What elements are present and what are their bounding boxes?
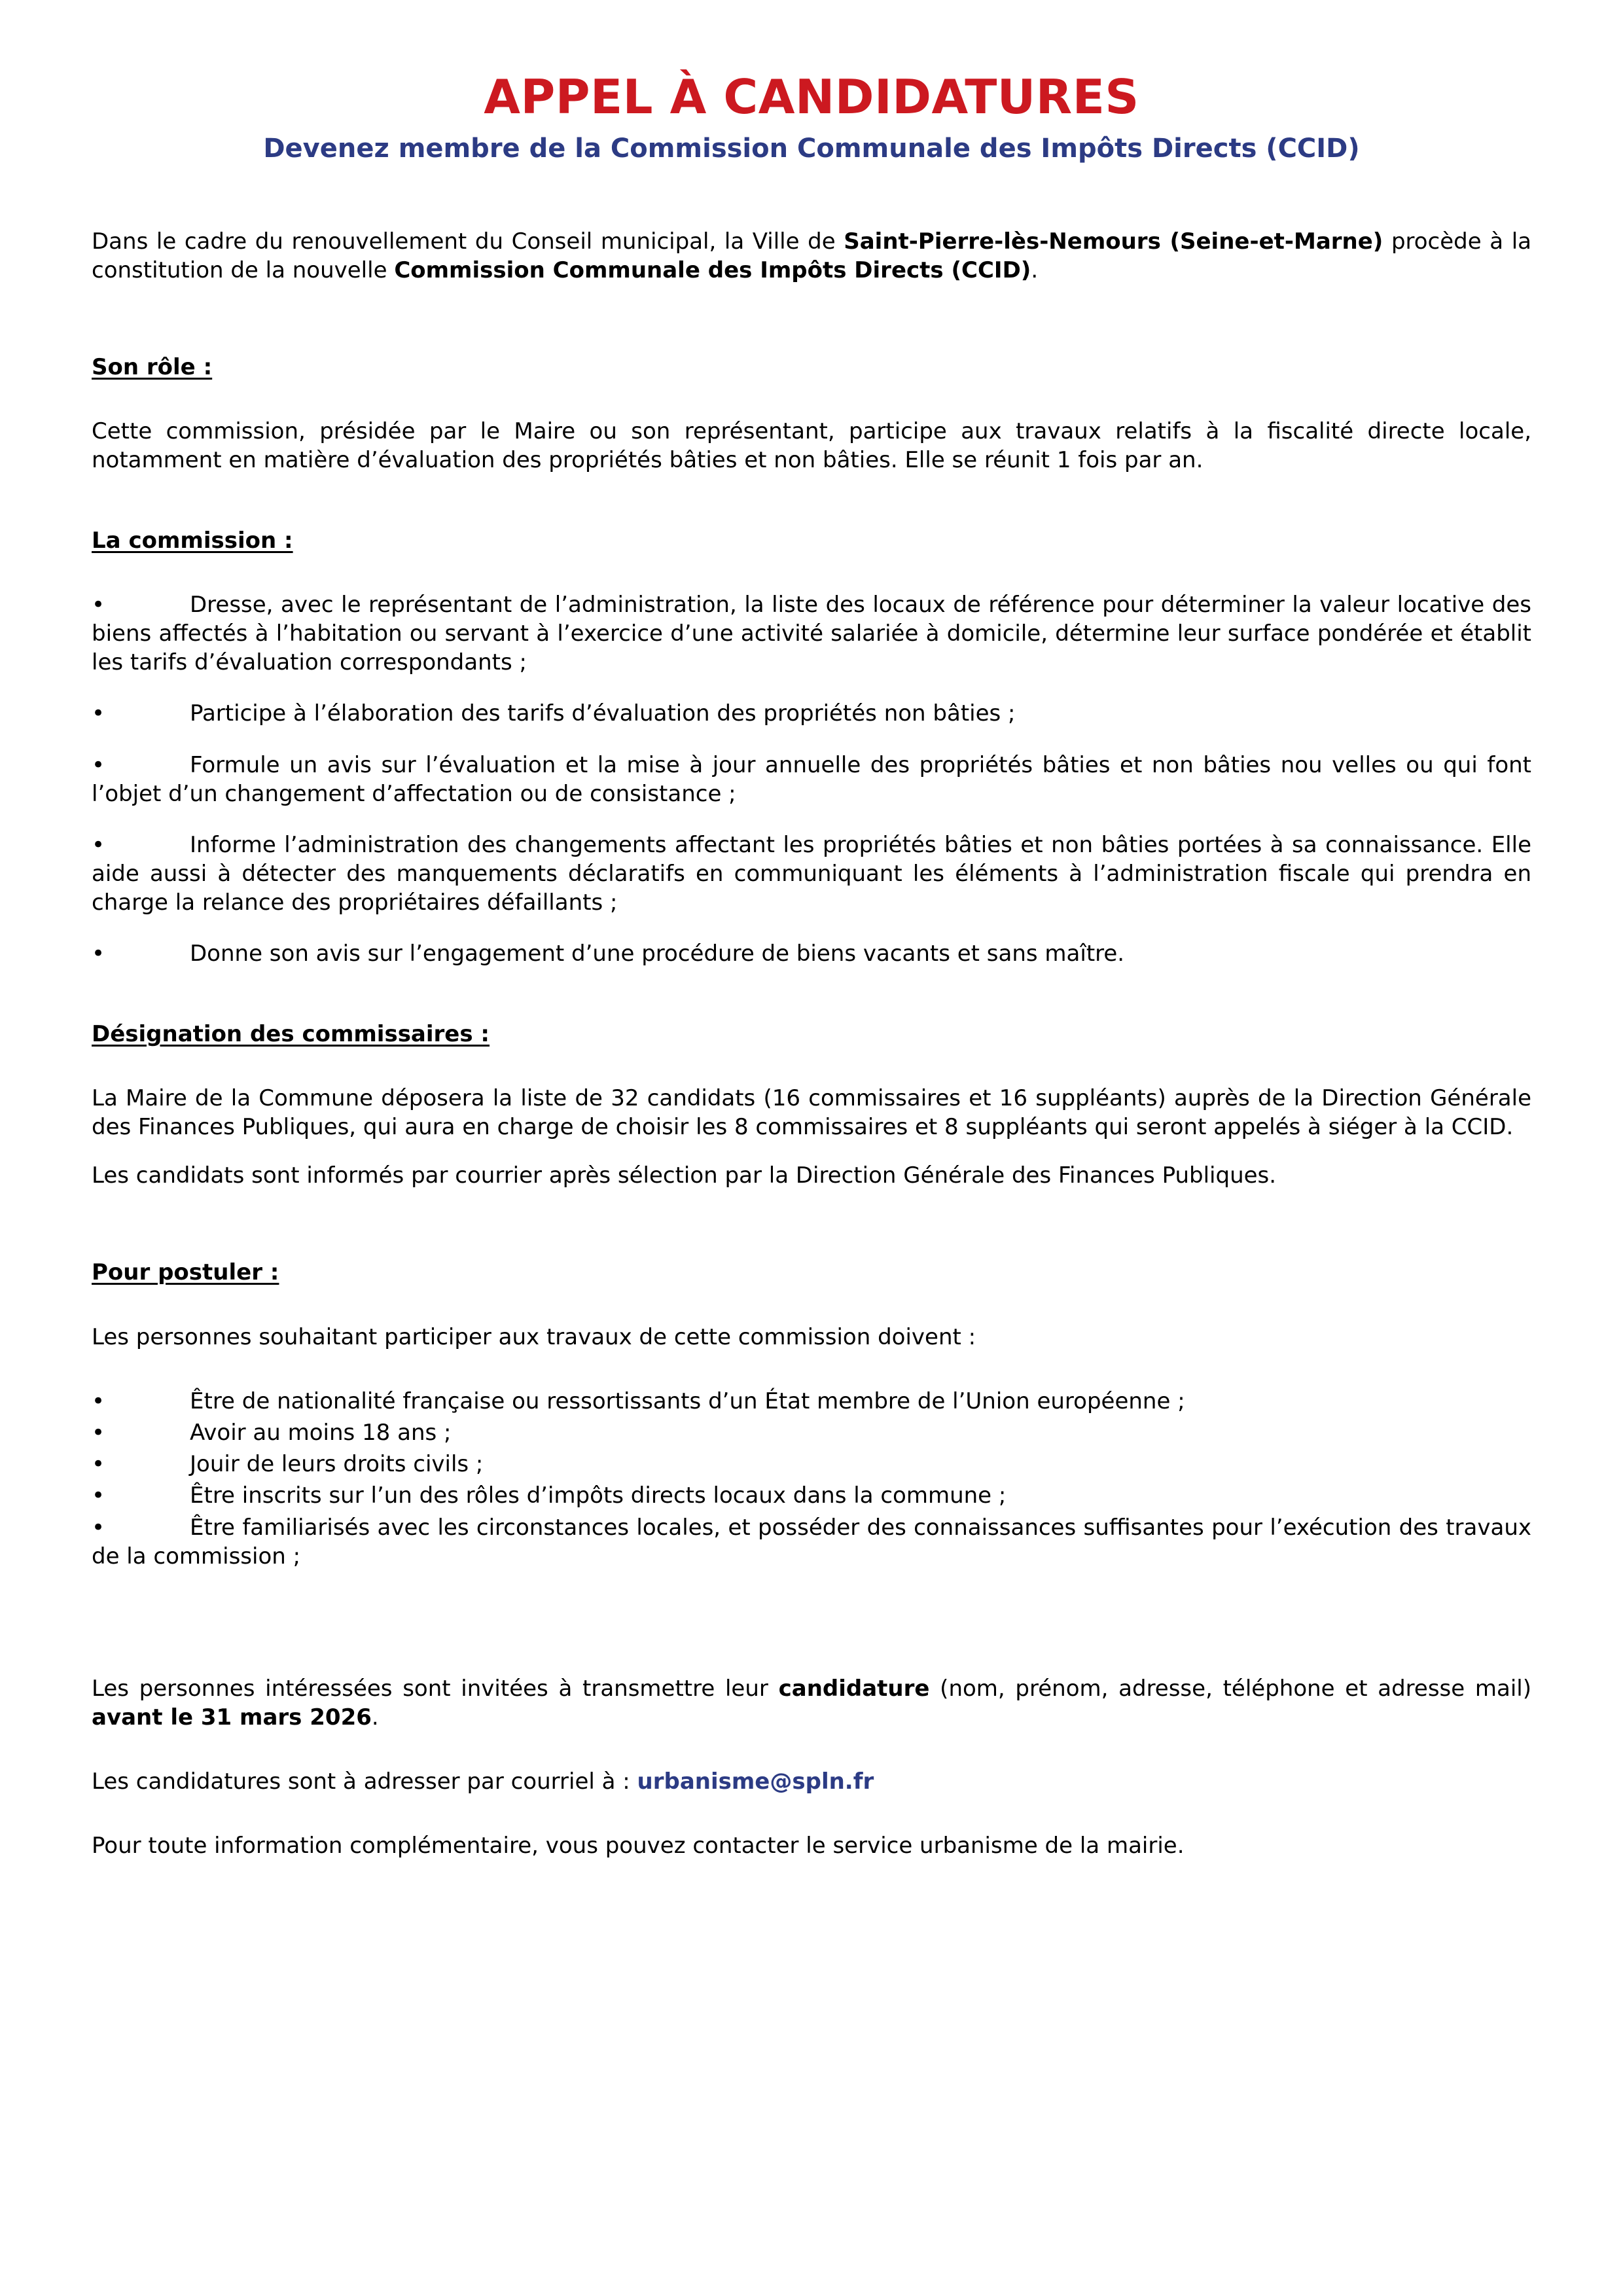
- email-paragraph: [92, 1767, 1531, 1796]
- list-item: [92, 939, 1531, 968]
- bullet-marker-icon: •: [92, 1482, 105, 1509]
- bullet-marker-icon: •: [92, 751, 105, 778]
- list-item: [92, 751, 1531, 808]
- list-item-text: Jouir de leurs droits civils ;: [190, 1451, 484, 1478]
- section-heading-designation-label: Désignation des commissaires :: [92, 1020, 490, 1047]
- spacer: [92, 1287, 1531, 1323]
- intro-text-3: .: [1031, 257, 1039, 283]
- list-item: [92, 699, 1531, 728]
- list-item: [92, 1450, 1531, 1479]
- section-heading-commission: [92, 526, 1531, 555]
- list-item: [92, 1481, 1531, 1510]
- section-heading-apply: [92, 1258, 1531, 1287]
- spacer: [92, 1352, 1531, 1387]
- list-item: [92, 1387, 1531, 1416]
- spacer: [92, 1049, 1531, 1084]
- list-item: [92, 831, 1531, 918]
- intro-paragraph: [92, 227, 1531, 285]
- bullet-marker-icon: •: [92, 700, 105, 727]
- list-item-text: Informe l’administration des changements affectant les propriétés bâties et non bâties portées à sa connaissance. Elle aide aussi à détecter des manquements déclaratifs en communiquant les éléments à l’administration fiscale qui prendra en charge la relance des propriétaires défaillants ;: [92, 831, 1531, 916]
- bullet-marker-icon: •: [92, 1514, 105, 1541]
- list-item-text: Formule un avis sur l’évaluation et la mise à jour annuelle des propriétés bâties et non bâties nou velles ou qui font l’objet d’un changement d’affectation ou de consistance ;: [92, 751, 1531, 807]
- list-item-text: Avoir au moins 18 ans ;: [190, 1419, 452, 1446]
- bullet-marker-icon: •: [92, 1419, 105, 1446]
- bullet-marker-icon: •: [92, 1388, 105, 1414]
- bullet-marker-icon: •: [92, 591, 105, 618]
- invite-text-1: Les personnes intéressées sont invitées à transmettre leur: [92, 1675, 779, 1702]
- section-heading-role: [92, 353, 1531, 382]
- spacer: [92, 1141, 1531, 1161]
- role-paragraph: Cette commission, présidée par le Maire ou son représentant, participe aux travaux relatifs à la fiscalité directe locale, notamment en matière d’évaluation des propriétés bâties et non bâties. Elle se réunit 1 fois par an.: [92, 418, 1531, 474]
- document-body: [92, 227, 1531, 1861]
- bullet-marker-icon: •: [92, 1451, 105, 1478]
- invite-text-3: .: [371, 1704, 379, 1731]
- application-invite-paragraph: [92, 1674, 1531, 1732]
- spacer: [92, 285, 1531, 353]
- list-item-text: Participe à l’élaboration des tarifs d’évaluation des propriétés non bâties ;: [190, 700, 1016, 727]
- invite-text-2: (nom, prénom, adresse, téléphone et adresse mail): [929, 1675, 1532, 1702]
- spacer: [92, 1639, 1531, 1674]
- spacer: [92, 475, 1531, 526]
- bullet-marker-icon: •: [92, 831, 105, 858]
- list-item-text: Être familiarisés avec les circonstances locales, et posséder des connaissances suffisantes pour l’exécution des travaux de la commission ;: [92, 1514, 1531, 1570]
- apply-lead-paragraph: Les personnes souhaitant participer aux travaux de cette commission doivent :: [92, 1323, 976, 1350]
- section-heading-designation: [92, 1020, 1531, 1049]
- spacer: [92, 382, 1531, 417]
- section-heading-commission-label: La commission :: [92, 527, 293, 554]
- spacer: [92, 1796, 1531, 1831]
- more-info-paragraph: Pour toute information complémentaire, vous pouvez contacter le service urbanisme de la mairie.: [92, 1833, 1185, 1859]
- commission-duties-list: [92, 590, 1531, 969]
- list-item-text: Dresse, avec le représentant de l’administration, la liste des locaux de référence pour déterminer la valeur locative des biens affectés à l’habitation ou servant à l’exercice d’une activité salariée à domicile, détermine leur surface pondérée et établit les tarifs d’évaluation correspondants ;: [92, 591, 1531, 676]
- bullet-marker-icon: •: [92, 941, 105, 967]
- intro-text-1: Dans le cadre du renouvellement du Conseil municipal, la Ville de: [92, 228, 844, 255]
- apply-requirements-list: [92, 1387, 1531, 1571]
- contact-email-link[interactable]: urbanisme@spln.fr: [637, 1768, 874, 1795]
- list-item: [92, 1418, 1531, 1447]
- spacer: [92, 1190, 1531, 1258]
- list-item-text: Être de nationalité française ou ressortissants d’un État membre de l’Union européenne ;: [190, 1388, 1185, 1414]
- list-item-text: Donne son avis sur l’engagement d’une procédure de biens vacants et sans maître.: [190, 941, 1125, 967]
- invite-deadline-bold: avant le 31 mars 2026: [92, 1704, 372, 1731]
- list-item: [92, 590, 1531, 677]
- list-item-text: Être inscrits sur l’un des rôles d’impôts directs locaux dans la commune ;: [190, 1482, 1007, 1509]
- page-title: APPEL À CANDIDATURES: [484, 69, 1139, 124]
- spacer: [92, 1732, 1531, 1767]
- designation-paragraph-1: La Maire de la Commune déposera la liste de 32 candidats (16 commissaires et 16 suppléants) auprès de la Direction Générale des Finances Publiques, qui aura en charge de choisir les 8 commissaires et 8 suppléants qui seront appelés à siéger à la CCID.: [92, 1085, 1531, 1140]
- intro-text-2: procède à la constitution de la nouvelle: [92, 228, 1531, 283]
- list-item: [92, 1513, 1531, 1571]
- section-heading-role-label: Son rôle :: [92, 354, 213, 380]
- spacer: [92, 969, 1531, 1020]
- intro-ccid-bold: Commission Communale des Impôts Directs (CCID): [394, 257, 1031, 283]
- intro-city-bold: Saint-Pierre-lès-Nemours (Seine-et-Marne): [844, 228, 1383, 255]
- spacer: [92, 1571, 1531, 1639]
- spacer: [92, 555, 1531, 590]
- designation-paragraph-2: Les candidats sont informés par courrier après sélection par la Direction Générale des Finances Publiques.: [92, 1162, 1277, 1189]
- page-subtitle: Devenez membre de la Commission Communale des Impôts Directs (CCID): [263, 133, 1360, 164]
- email-line-prefix: Les candidatures sont à adresser par courriel à :: [92, 1768, 637, 1795]
- section-heading-apply-label: Pour postuler :: [92, 1259, 279, 1286]
- invite-candidature-bold: candidature: [778, 1675, 930, 1702]
